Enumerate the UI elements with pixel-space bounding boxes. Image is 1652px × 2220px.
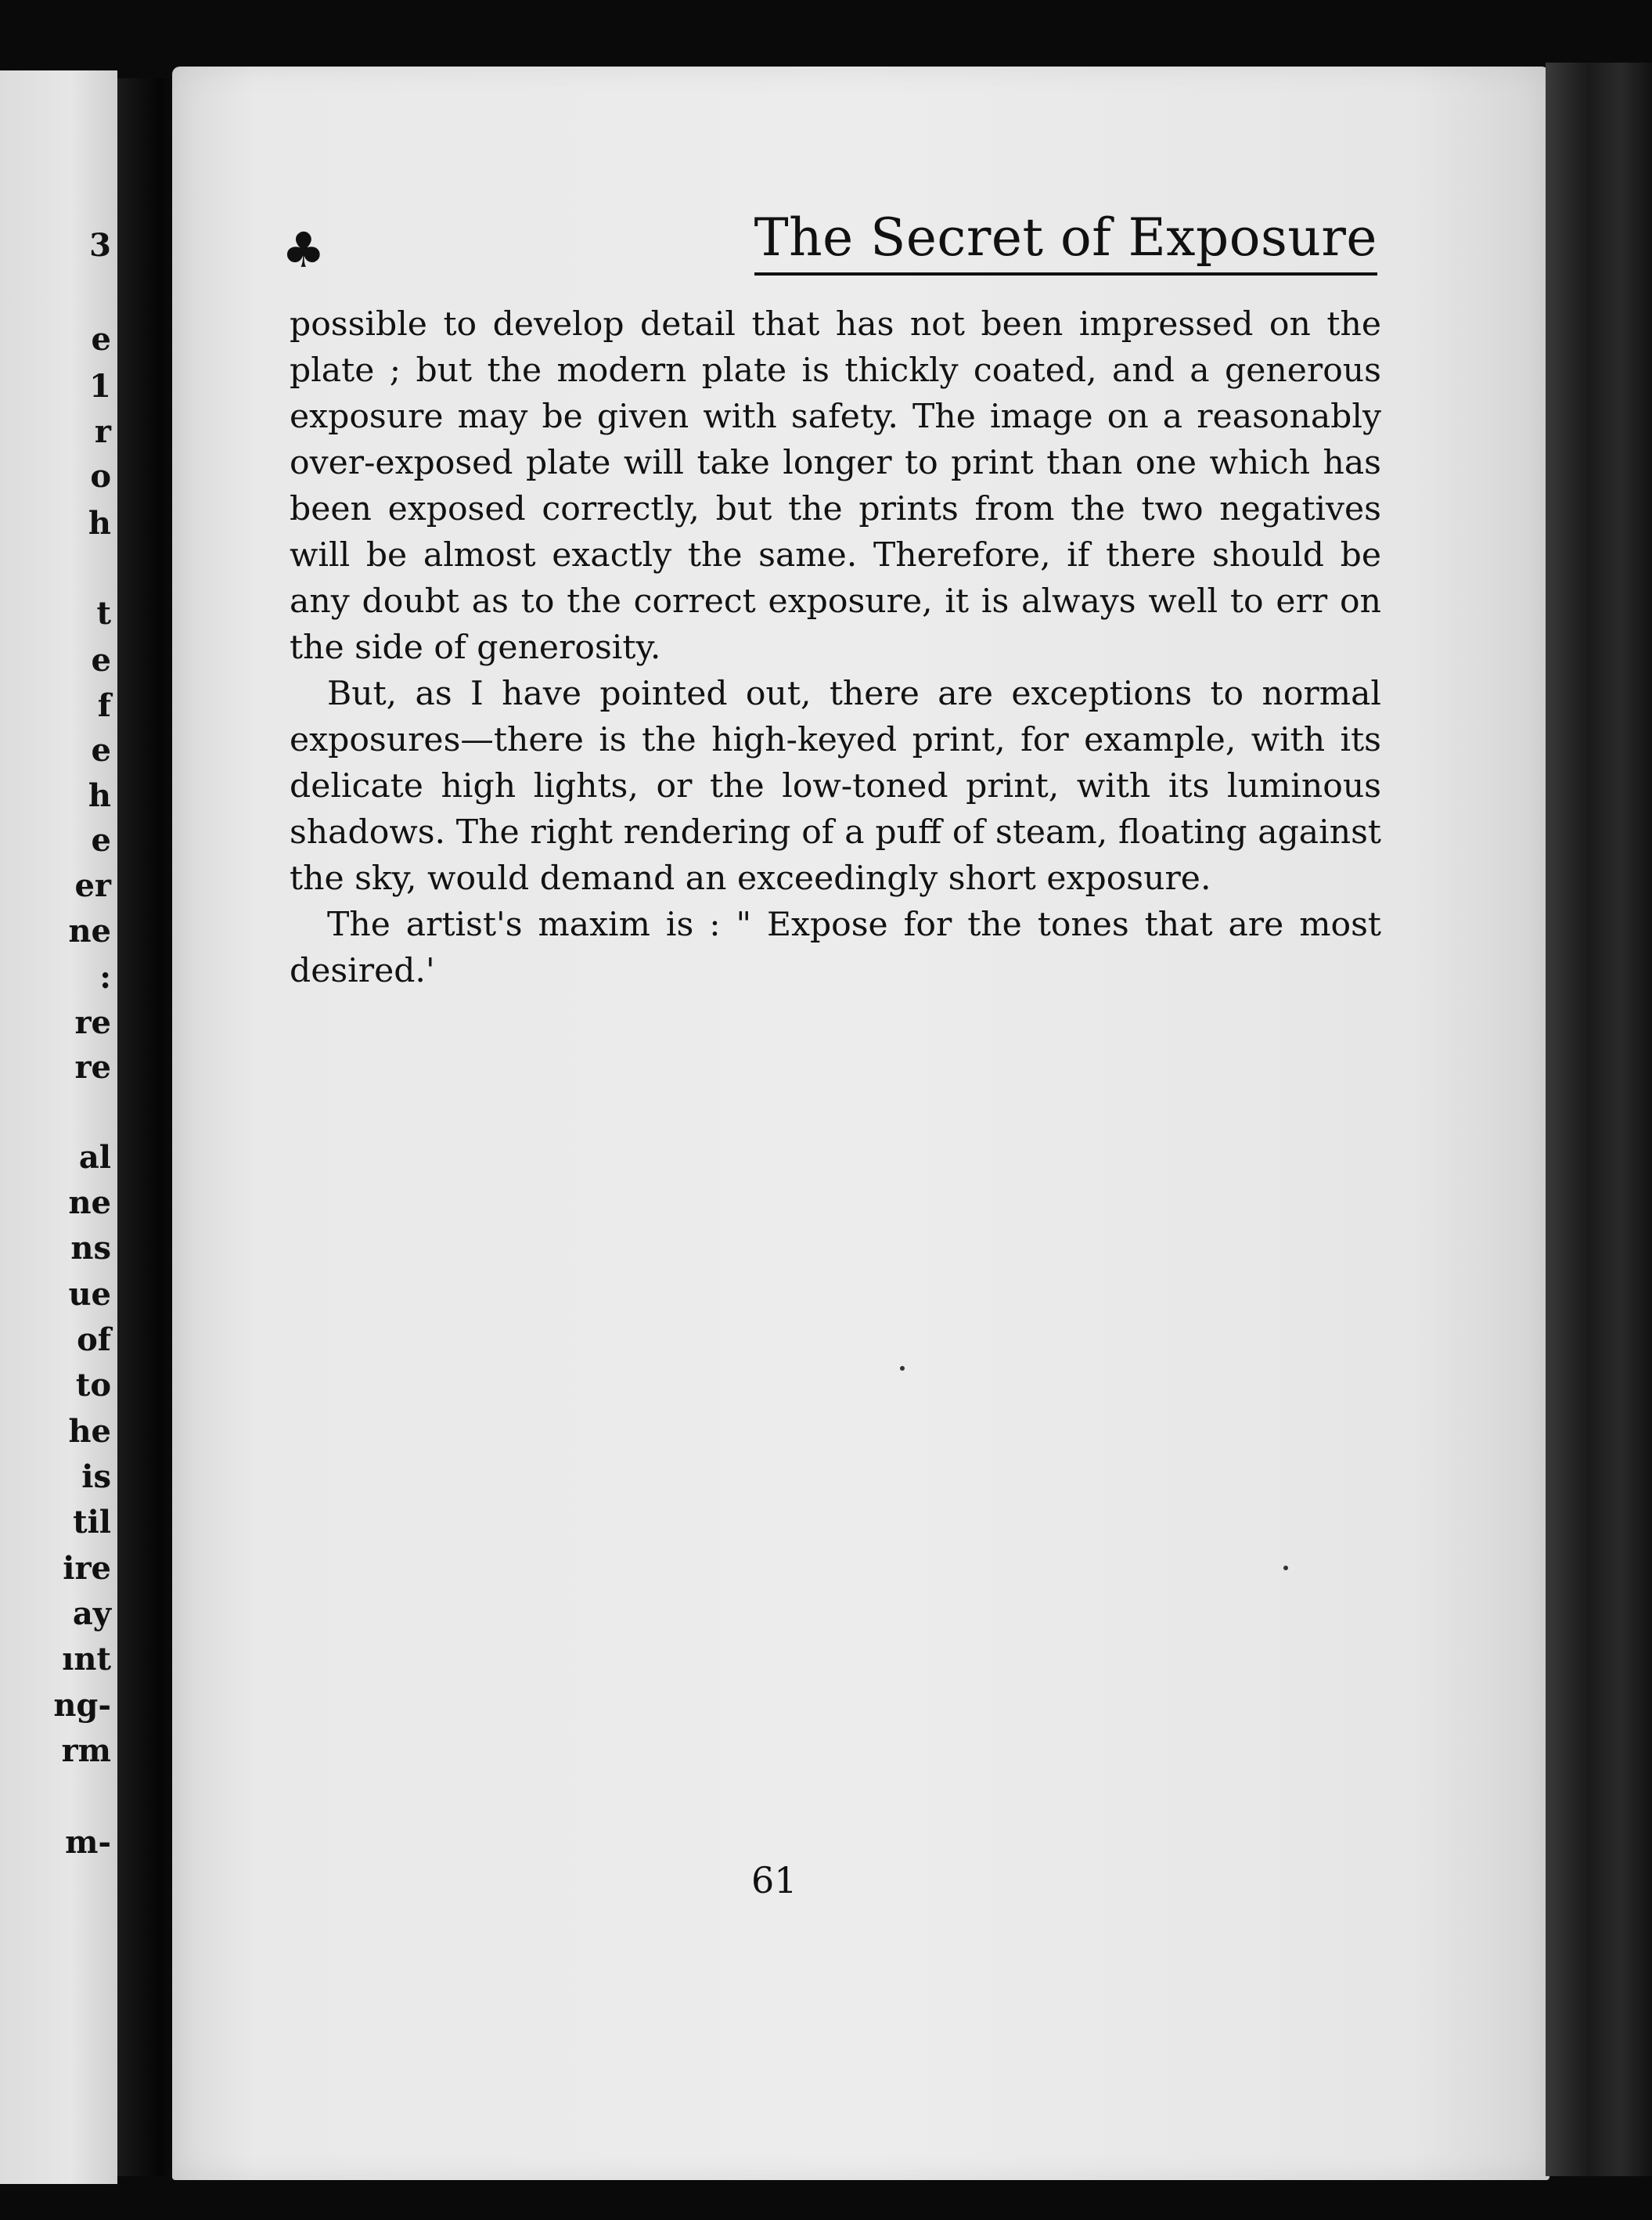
facing-page-fragment: e — [91, 642, 111, 679]
facing-page-fragment: 1 — [89, 368, 111, 405]
facing-page-fragment: ng- — [53, 1687, 111, 1724]
paragraph-2: But, as I have pointed out, there are exceptions to normal exposures—there is the high-keyed print, for example, with its delicate high lights, or the low-toned print, with its luminous shadows. The right rendering of a puff of steam, floating against the sky, would demand an exceedingly short exposure. — [290, 675, 1381, 898]
facing-page-fragment: ne — [68, 913, 111, 950]
book-cover-edge — [1546, 63, 1652, 2176]
paragraph-3: The artist's maxim is : " Expose for the tones that are most desired.' — [290, 906, 1381, 990]
facing-page-fragment: f — [97, 687, 111, 724]
club-ornament-icon: ♣ — [282, 222, 326, 279]
facing-page-fragment: al — [78, 1139, 111, 1176]
facing-page-fragment: o — [90, 458, 111, 495]
facing-page-fragment: e — [91, 321, 111, 358]
facing-page-fragment: e — [91, 732, 111, 769]
body-text — [290, 301, 1381, 994]
facing-page-fragment: rm — [61, 1732, 111, 1769]
facing-page-fragment: of — [77, 1321, 111, 1358]
facing-page-fragment: r — [94, 413, 111, 450]
paper-speck — [900, 1366, 905, 1371]
facing-page-fragment: to — [75, 1367, 111, 1404]
running-head-title: The Secret of Exposure — [754, 207, 1377, 276]
facing-page-fragment: re — [74, 1004, 111, 1041]
facing-page-fragment: is — [81, 1458, 111, 1495]
facing-page-fragment: er — [74, 867, 111, 904]
facing-page-fragment: ue — [68, 1276, 111, 1313]
facing-page-fragment: ns — [70, 1230, 111, 1267]
facing-page-fragment: h — [88, 505, 111, 542]
facing-page-fragment: re — [74, 1049, 111, 1086]
facing-page-fragment: 3 — [89, 227, 111, 264]
facing-page-fragment: e — [91, 822, 111, 859]
paper-speck — [1283, 1566, 1288, 1570]
facing-page-fragment: he — [68, 1413, 111, 1450]
paragraph-1: possible to develop detail that has not been impressed on the plate ; but the modern plate is thickly coated, and a generous exposure may be given with safety. The image on a reasonably over-exposed plate will take longer to print than one which has been exposed correctly, but the prints from the two negatives will be almost exactly the same. Therefore, if there should be any doubt as to the correct exposure, it is always well to err on the side of generosity. — [290, 305, 1381, 667]
facing-page-fragment: m- — [65, 1824, 111, 1861]
page-number: 61 — [751, 1859, 797, 1901]
page-header — [282, 207, 1377, 294]
facing-page-fragment: h — [88, 777, 111, 814]
facing-page-fragment: t — [96, 595, 111, 632]
facing-page-fragment: ire — [63, 1550, 111, 1587]
facing-page-fragment: ay — [72, 1595, 111, 1632]
facing-page-fragment: til — [73, 1504, 111, 1541]
facing-page-fragment: ne — [68, 1184, 111, 1221]
book-page — [172, 67, 1549, 2180]
facing-page-fragment: : — [99, 959, 111, 996]
facing-page-fragment: ınt — [62, 1641, 111, 1678]
